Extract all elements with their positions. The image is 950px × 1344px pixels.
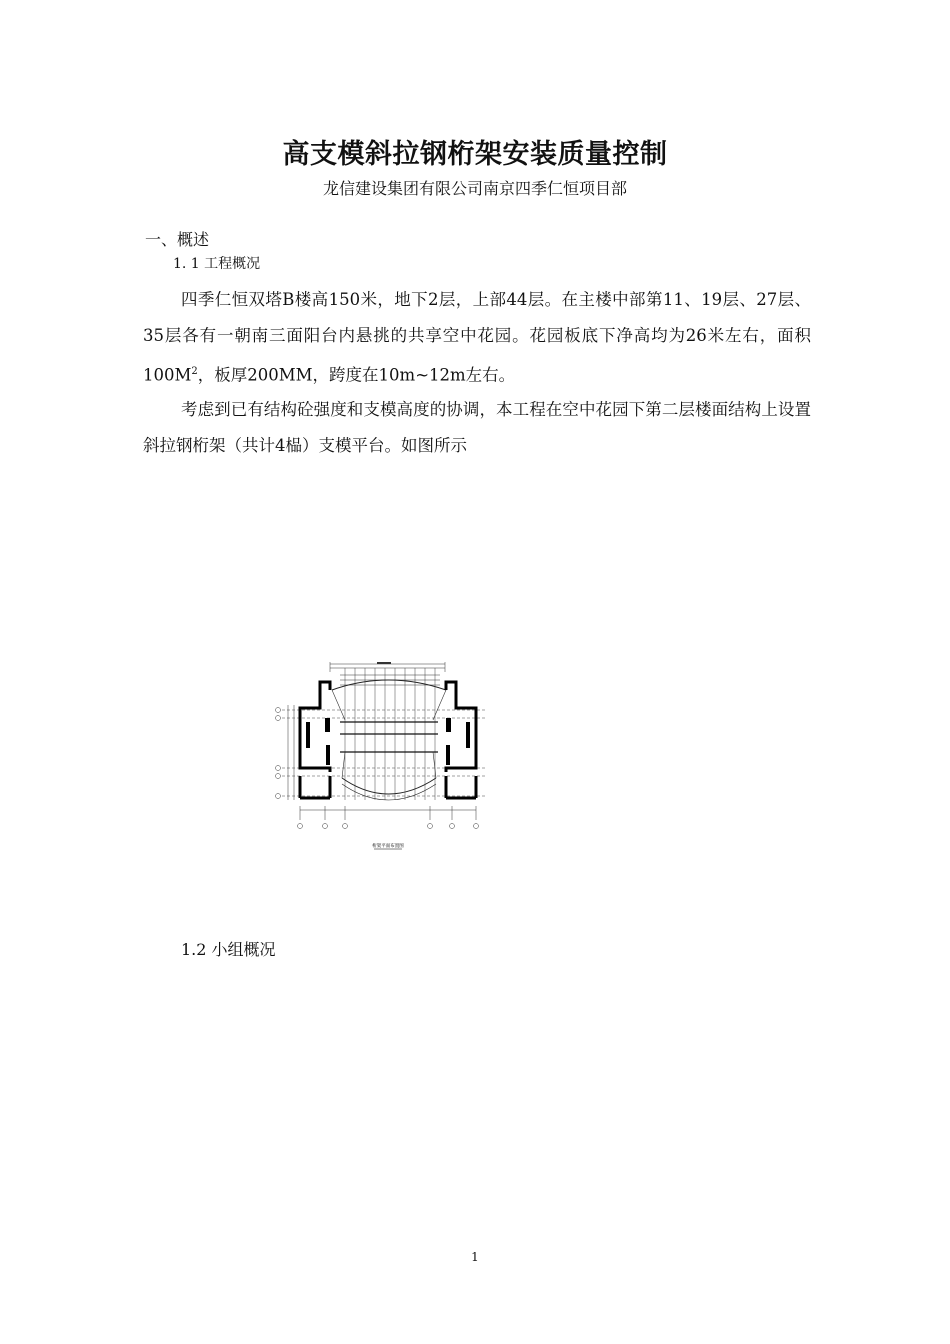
document-title: 高支模斜拉钢桁架安装质量控制 — [282, 139, 668, 170]
paragraph-project-description-text-b: ，板厚200MM，跨度在10m~12m左右。 — [197, 365, 516, 385]
paragraph-truss-description: 考虑到已有结构砼强度和支模高度的协调，本工程在空中花园下第二层楼面结构上设置斜拉钢桁架（共计4榀）支模平台。如图所示 — [143, 400, 811, 455]
sub-heading-team-overview: 1.2 小组概况 — [181, 940, 276, 959]
figure-caption: 桁架平面布置图 — [372, 844, 404, 849]
sub-heading-project-overview: 1. 1 工程概况 — [173, 256, 261, 272]
truss-plan-drawing — [270, 660, 492, 852]
area-unit-superscript: 2 — [191, 366, 198, 377]
page-number: 1 — [471, 1250, 479, 1264]
document-subtitle: 龙信建设集团有限公司南京四季仁恒项目部 — [322, 179, 627, 198]
paragraph-project-description-text-a: 四季仁恒双塔B楼高150米，地下2层，上部44层。在主楼中部第11、19层、27层、35层各有一朝南三面阳台内悬挑的共享空中花园。花园板底下净高均为26米左右，面积100M — [143, 290, 811, 385]
section-heading-overview: 一、概述 — [145, 230, 210, 249]
paragraph-project-description — [143, 282, 811, 394]
